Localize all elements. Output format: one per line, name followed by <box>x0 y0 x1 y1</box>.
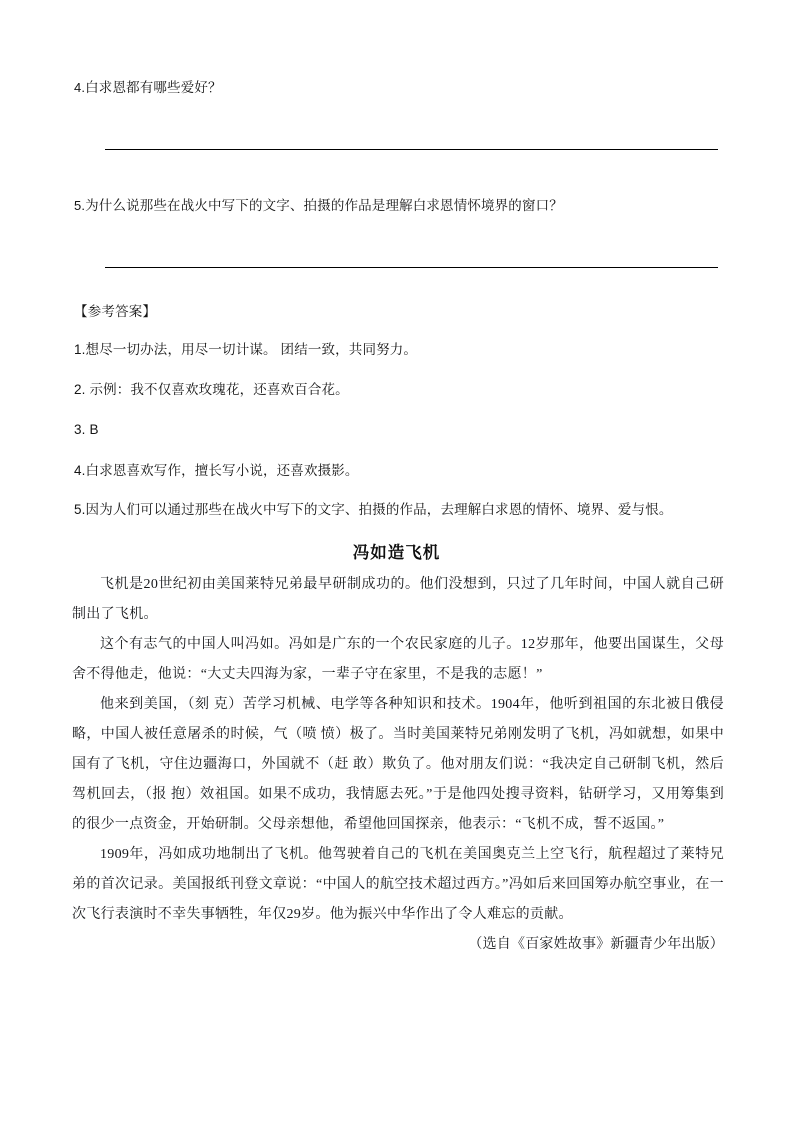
answer-item: 2. 示例：我不仅喜欢玫瑰花，还喜欢百合花。 <box>74 382 349 398</box>
article-source: （选自《百家姓故事》新疆青少年出版） <box>468 937 724 952</box>
answer-rule <box>105 267 718 268</box>
spacer <box>74 320 722 340</box>
article-paragraph: 他来到美国，（刻 克）苦学习机械、电学等各种知识和技术。1904年，他听到祖国的东北被日俄侵略，中国人被任意屠杀的时候，气（喷 愤）极了。当时美国莱特兄弟刚发明了飞机，冯如就想，如果中国有了飞机，守住边疆海口，外国就不（赶 敢）欺负了。他对朋友们说：“我决定自己研制飞机，然后驾机回去，（报 抱）效祖国。如果不成功，我情愿去死。”于是他四处搜寻资料，钻研学习，又用筹集到的很少一点资金，开始研制。父母亲想他，希望他回国探亲，他表示：“飞机不成，誓不返国。” <box>72 697 724 832</box>
article-body <box>72 570 724 960</box>
spacer <box>74 481 722 495</box>
answer-space <box>74 217 722 259</box>
article-paragraph: 1909年，冯如成功地制出了飞机。他驾驶着自己的飞机在美国奥克兰上空飞行，航程超过了莱特兄弟的首次记录。美国报纸刊登文章说：“中国人的航空技术超过西方。”冯如后来回国筹办航空事业，在一次飞行表演时不幸失事牺牲，年仅29岁。他为振兴中华作出了令人难忘的贡献。 <box>72 847 724 922</box>
question-section <box>74 78 722 525</box>
spacer <box>74 360 722 380</box>
question-number: 4. <box>74 80 86 95</box>
question-item <box>74 78 722 99</box>
answer-item: 5.因为人们可以通过那些在战火中写下的文字、拍摄的作品，去理解白求恩的情怀、境界、爱与恨。 <box>74 501 673 517</box>
article-title: 冯如造飞机 <box>352 544 441 562</box>
answer-rule <box>105 149 718 150</box>
question-text: 白求恩都有哪些爱好？ <box>85 80 222 95</box>
answer-item: 1.想尽一切办法，用尽一切计谋。 团结一致，共同努力。 <box>74 341 418 357</box>
spacer <box>74 441 722 461</box>
article-paragraph: 这个有志气的中国人叫冯如。冯如是广东的一个农民家庭的儿子。12岁那年，他要出国谋生，父母舍不得他走，他说：“大丈夫四海为家，一辈子守在家里，不是我的志愿！” <box>72 637 724 682</box>
question-item <box>74 196 722 217</box>
spacer <box>74 276 722 300</box>
question-text: 为什么说那些在战火中写下的文字、拍摄的作品是理解白求恩情怀境界的窗口？ <box>85 197 563 213</box>
reference-answers-header: 【参考答案】 <box>74 303 157 319</box>
answer-space <box>74 99 722 141</box>
answer-item: 3. B <box>74 422 99 438</box>
question-number: 5. <box>74 197 86 213</box>
spacer <box>74 400 722 420</box>
answer-item: 4.白求恩喜欢写作，擅长写小说，还喜欢摄影。 <box>74 462 359 478</box>
article-paragraph: 飞机是20世纪初由美国莱特兄弟最早研制成功的。他们没想到，只过了几年时间，中国人就自己研制出了飞机。 <box>72 577 724 622</box>
answer-space <box>74 158 722 196</box>
